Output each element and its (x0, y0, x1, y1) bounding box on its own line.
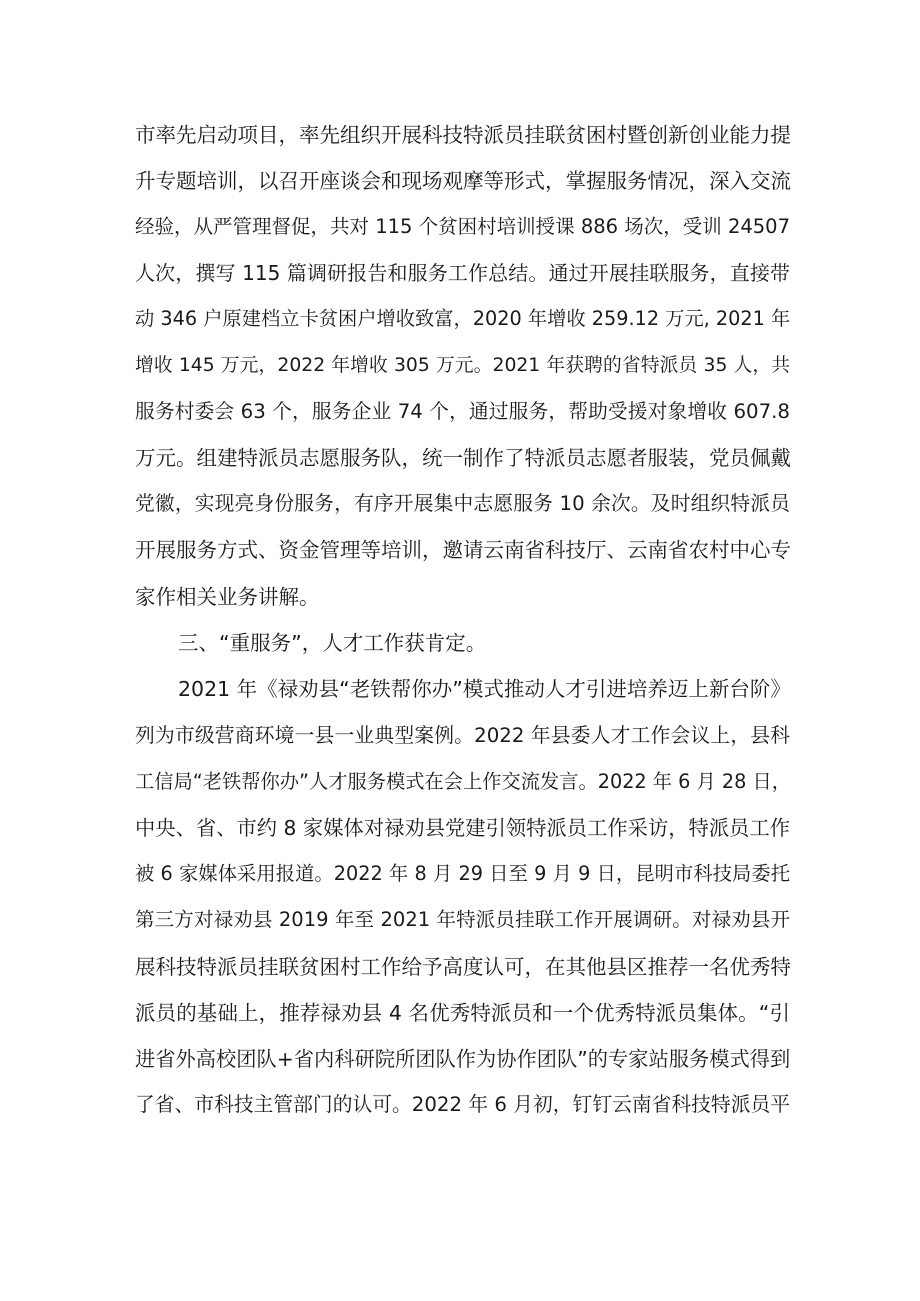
paragraph-line: 升专题培训，以召开座谈会和现场观摩等形式，掌握服务情况，深入交流 (135, 169, 791, 193)
paragraph-line: 被 6 家媒体采用报道。2022 年 8 月 29 日至 9 月 9 日，昆明市科技局委托 (135, 862, 790, 885)
paragraph-line: 第三方对禄劝县 2019 年至 2021 年特派员挂联工作开展调研。对禄劝县开 (135, 908, 790, 931)
paragraph-line: 市率先启动项目，率先组织开展科技特派员挂联贫困村暨创新创业能力提 (135, 123, 791, 147)
paragraph-line: 家作相关业务讲解。 (135, 585, 320, 609)
paragraph-line: 展科技特派员挂联贫困村工作给予高度认可，在其他县区推荐一名优秀特 (135, 955, 791, 979)
paragraph-line: 经验，从严管理督促，共对 115 个贫困村培训授课 886 场次，受训 24507 (135, 215, 790, 238)
paragraph-line: 人次，撰写 115 篇调研报告和服务工作总结。通过开展挂联服务，直接带 (135, 261, 790, 285)
paragraph-line: 进省外高校团队+省内科研院所团队作为协作团队”的专家站服务模式得到 (135, 1047, 791, 1071)
paragraph-line: 增收 145 万元，2022 年增收 305 万元。2021 年获聘的省特派员 35 人，共 (135, 355, 790, 376)
paragraph-line: 列为市级营商环境一县一业典型案例。2022 年县委人才工作会议上，县科 (135, 724, 790, 747)
paragraph-line: 动 346 户原建档立卡贫困户增收致富，2020 年增收 259.12 万元, 2021 年 (135, 307, 791, 330)
section-heading: 三、“重服务”，人才工作获肯定。 (178, 631, 487, 655)
paragraph-line: 派员的基础上，推荐禄劝县 4 名优秀特派员和一个优秀特派员集体。“引 (135, 1001, 790, 1025)
paragraph-line: 万元。组建特派员志愿服务队，统一制作了特派员志愿者服装，党员佩戴 (135, 446, 791, 470)
paragraph-line: 开展服务方式、资金管理等培训，邀请云南省科技厅、云南省农村中心专 (135, 538, 791, 562)
paragraph-line: 了省、市科技主管部门的认可。2022 年 6 月初，钉钉云南省科技特派员平 (135, 1093, 790, 1116)
paragraph-line: 党徽，实现亮身份服务，有序开展集中志愿服务 10 余次。及时组织特派员 (135, 492, 790, 515)
paragraph-line: 中央、省、市约 8 家媒体对禄劝县党建引领特派员工作采访，特派员工作 (135, 816, 790, 840)
paragraph-line: 服务村委会 63 个，服务企业 74 个，通过服务，帮助受援对象增收 607.8 (135, 400, 790, 423)
paragraph-line: 2021 年《禄劝县“老铁帮你办”模式推动人才引进培养迈上新台阶》 (178, 677, 791, 701)
paragraph-line: 工信局“老铁帮你办”人才服务模式在会上作交流发言。2022 年 6 月 28 日， (135, 770, 792, 793)
